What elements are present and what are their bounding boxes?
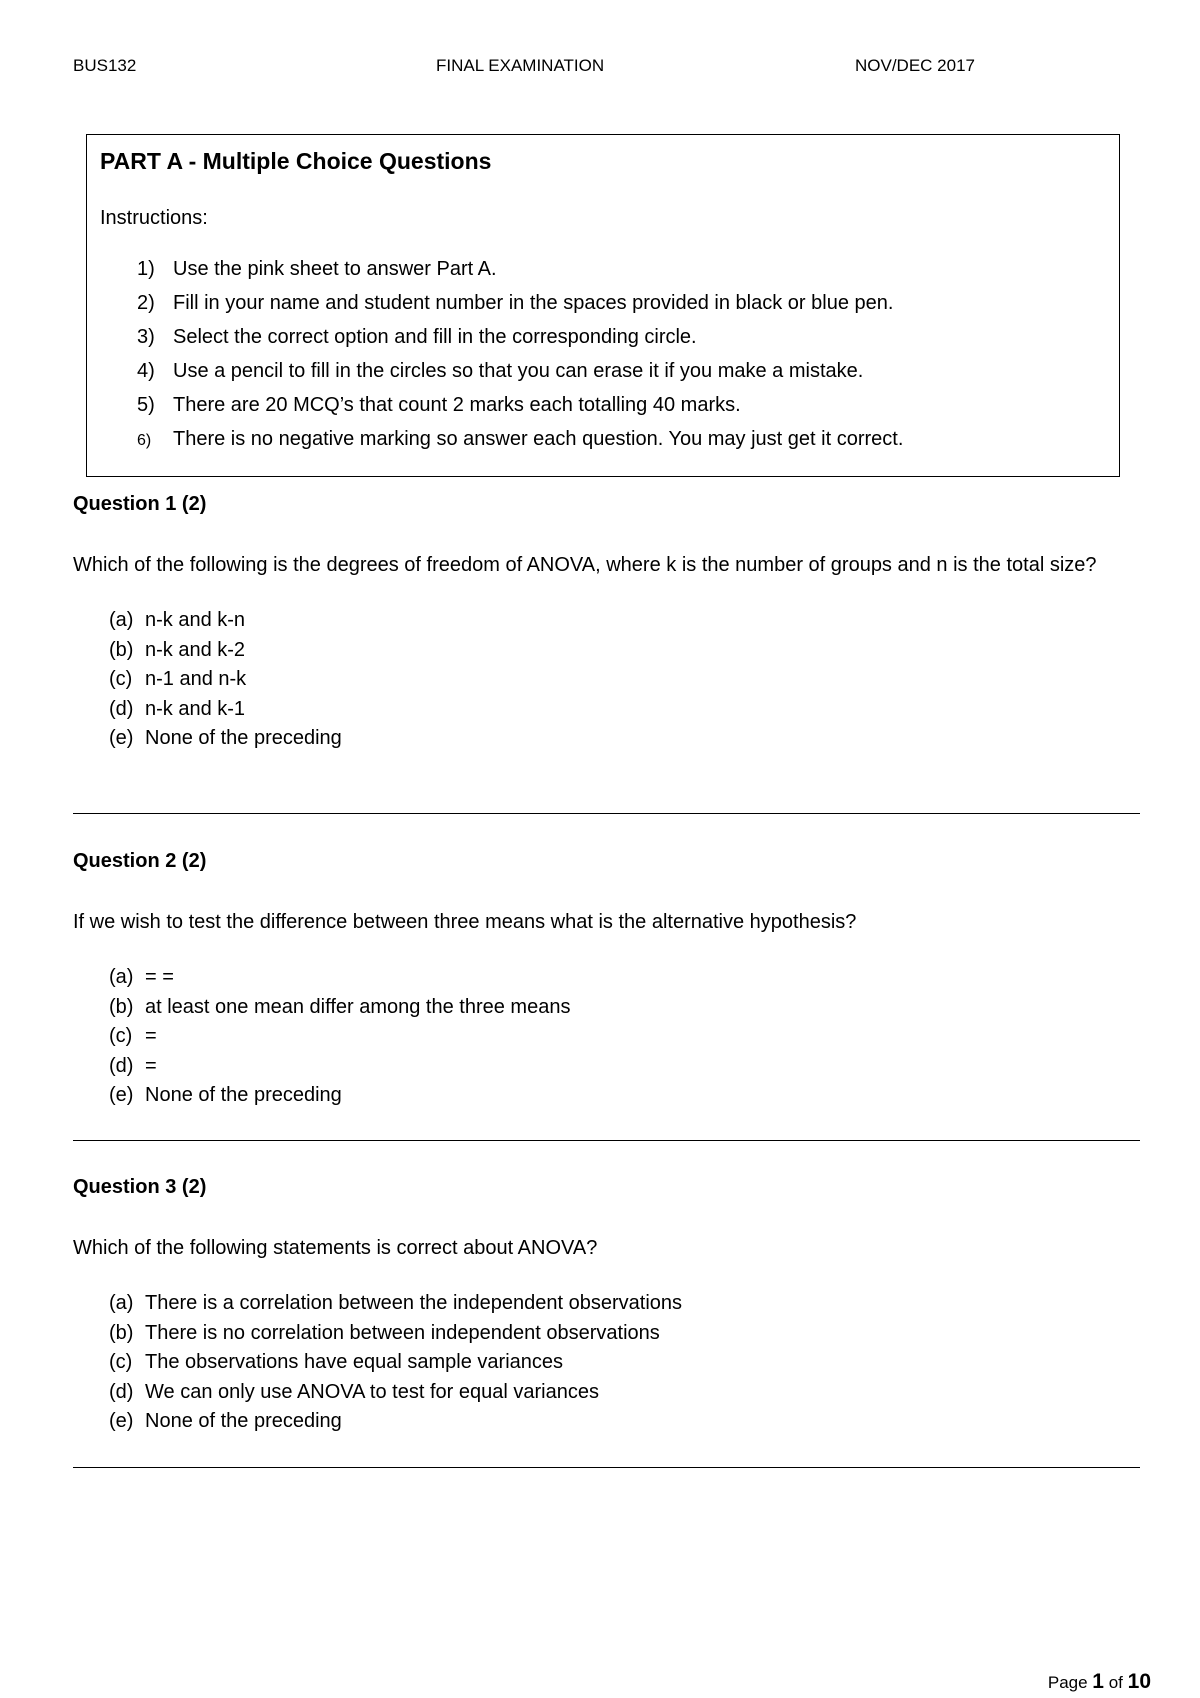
answer-option bbox=[109, 1321, 1140, 1351]
exam-title: FINAL EXAMINATION bbox=[436, 56, 605, 75]
page-total: 10 bbox=[1127, 1670, 1151, 1693]
option-label: (d) bbox=[109, 697, 134, 720]
instruction-text: Select the correct option and fill in the corresponding circle. bbox=[173, 326, 697, 348]
option-text: = = bbox=[145, 966, 174, 988]
instruction-number: 4) bbox=[137, 360, 155, 382]
answer-option bbox=[109, 638, 1140, 668]
option-label: (b) bbox=[109, 1321, 134, 1344]
answer-option bbox=[109, 1083, 1140, 1113]
instruction-text: There is no negative marking so answer each question. You may just get it correct. bbox=[173, 428, 904, 450]
instruction-item bbox=[137, 291, 903, 325]
answer-option bbox=[109, 1291, 1140, 1321]
option-text: None of the preceding bbox=[145, 1084, 342, 1106]
option-text: None of the preceding bbox=[145, 1410, 342, 1432]
option-text: at least one mean differ among the three means bbox=[145, 995, 571, 1018]
option-label: (a) bbox=[109, 609, 134, 631]
option-text: The observations have equal sample variances bbox=[145, 1351, 564, 1373]
instructions-box bbox=[86, 134, 1120, 477]
instruction-item bbox=[137, 393, 903, 427]
option-text: None of the preceding bbox=[145, 727, 342, 749]
option-text: We can only use ANOVA to test for equal variances bbox=[145, 1380, 599, 1403]
answer-option bbox=[109, 995, 1140, 1025]
instructions-list bbox=[137, 257, 903, 461]
instruction-text: There are 20 MCQ’s that count 2 marks each totalling 40 marks. bbox=[173, 394, 741, 416]
option-label: (a) bbox=[109, 1292, 134, 1314]
answer-option bbox=[109, 726, 1140, 756]
instruction-text: Use the pink sheet to answer Part A. bbox=[173, 258, 497, 280]
question-text: Which of the following statements is correct about ANOVA? bbox=[73, 1237, 598, 1259]
option-text: There is a correlation between the independent observations bbox=[145, 1292, 683, 1314]
question-2 bbox=[73, 847, 1140, 1113]
instruction-number: 6) bbox=[137, 432, 152, 449]
answer-option bbox=[109, 1380, 1140, 1410]
question-divider bbox=[73, 1467, 1140, 1468]
page-current: 1 bbox=[1092, 1670, 1104, 1693]
instruction-item bbox=[137, 257, 903, 291]
option-label: (c) bbox=[109, 668, 133, 690]
course-code: BUS132 bbox=[73, 56, 137, 75]
option-label: (d) bbox=[109, 1054, 134, 1077]
option-text: = bbox=[145, 1025, 157, 1047]
question-1 bbox=[73, 490, 1140, 756]
option-label: (e) bbox=[109, 1084, 134, 1106]
option-text: n-k and k-2 bbox=[145, 638, 246, 661]
option-label: (c) bbox=[109, 1025, 133, 1047]
question-title: Question 1 (2) bbox=[73, 493, 207, 515]
answer-option bbox=[109, 1054, 1140, 1084]
option-label: (b) bbox=[109, 638, 134, 661]
instruction-item bbox=[137, 325, 903, 359]
question-text: Which of the following is the degrees of freedom of ANOVA, where k is the number of groups and n is the total size? bbox=[73, 554, 1097, 576]
answer-option bbox=[109, 608, 1140, 638]
page-word: Page bbox=[1047, 1673, 1088, 1692]
option-text: There is no correlation between independent observations bbox=[145, 1321, 660, 1344]
option-label: (e) bbox=[109, 727, 134, 749]
question-divider bbox=[73, 813, 1140, 814]
answer-option bbox=[109, 1409, 1140, 1439]
answer-option bbox=[109, 1350, 1140, 1380]
part-title: PART A - Multiple Choice Questions bbox=[100, 148, 492, 174]
option-label: (b) bbox=[109, 995, 134, 1018]
question-title: Question 2 (2) bbox=[73, 850, 207, 872]
question-text: If we wish to test the difference between three means what is the alternative hypothesis? bbox=[73, 911, 857, 933]
answer-options bbox=[109, 608, 1140, 756]
instruction-text: Fill in your name and student number in the spaces provided in black or blue pen. bbox=[173, 292, 894, 314]
page-header bbox=[73, 56, 1127, 80]
page-footer bbox=[1048, 1670, 1151, 1694]
question-title: Question 3 (2) bbox=[73, 1176, 207, 1198]
instruction-number: 2) bbox=[137, 292, 155, 314]
question-3 bbox=[73, 1173, 1140, 1439]
answer-option bbox=[109, 965, 1140, 995]
answer-options bbox=[109, 1291, 1140, 1439]
option-label: (c) bbox=[109, 1351, 133, 1373]
answer-option bbox=[109, 697, 1140, 727]
instruction-number: 1) bbox=[137, 258, 155, 280]
option-label: (e) bbox=[109, 1410, 134, 1432]
instruction-item bbox=[137, 359, 903, 393]
answer-option bbox=[109, 1024, 1140, 1054]
instruction-text: Use a pencil to fill in the circles so that you can erase it if you make a mistake. bbox=[173, 360, 864, 382]
instruction-number: 5) bbox=[137, 394, 155, 416]
option-text: = bbox=[145, 1054, 157, 1077]
option-text: n-k and k-n bbox=[145, 609, 246, 631]
instruction-item bbox=[137, 427, 903, 461]
option-label: (d) bbox=[109, 1380, 134, 1403]
option-label: (a) bbox=[109, 966, 134, 988]
option-text: n-k and k-1 bbox=[145, 697, 246, 720]
question-divider bbox=[73, 1140, 1140, 1141]
exam-session: NOV/DEC 2017 bbox=[855, 56, 975, 75]
answer-option bbox=[109, 667, 1140, 697]
answer-options bbox=[109, 965, 1140, 1113]
option-text: n-1 and n-k bbox=[145, 668, 247, 690]
instructions-label: Instructions: bbox=[100, 207, 208, 229]
of-word: of bbox=[1108, 1673, 1123, 1692]
instruction-number: 3) bbox=[137, 326, 155, 348]
